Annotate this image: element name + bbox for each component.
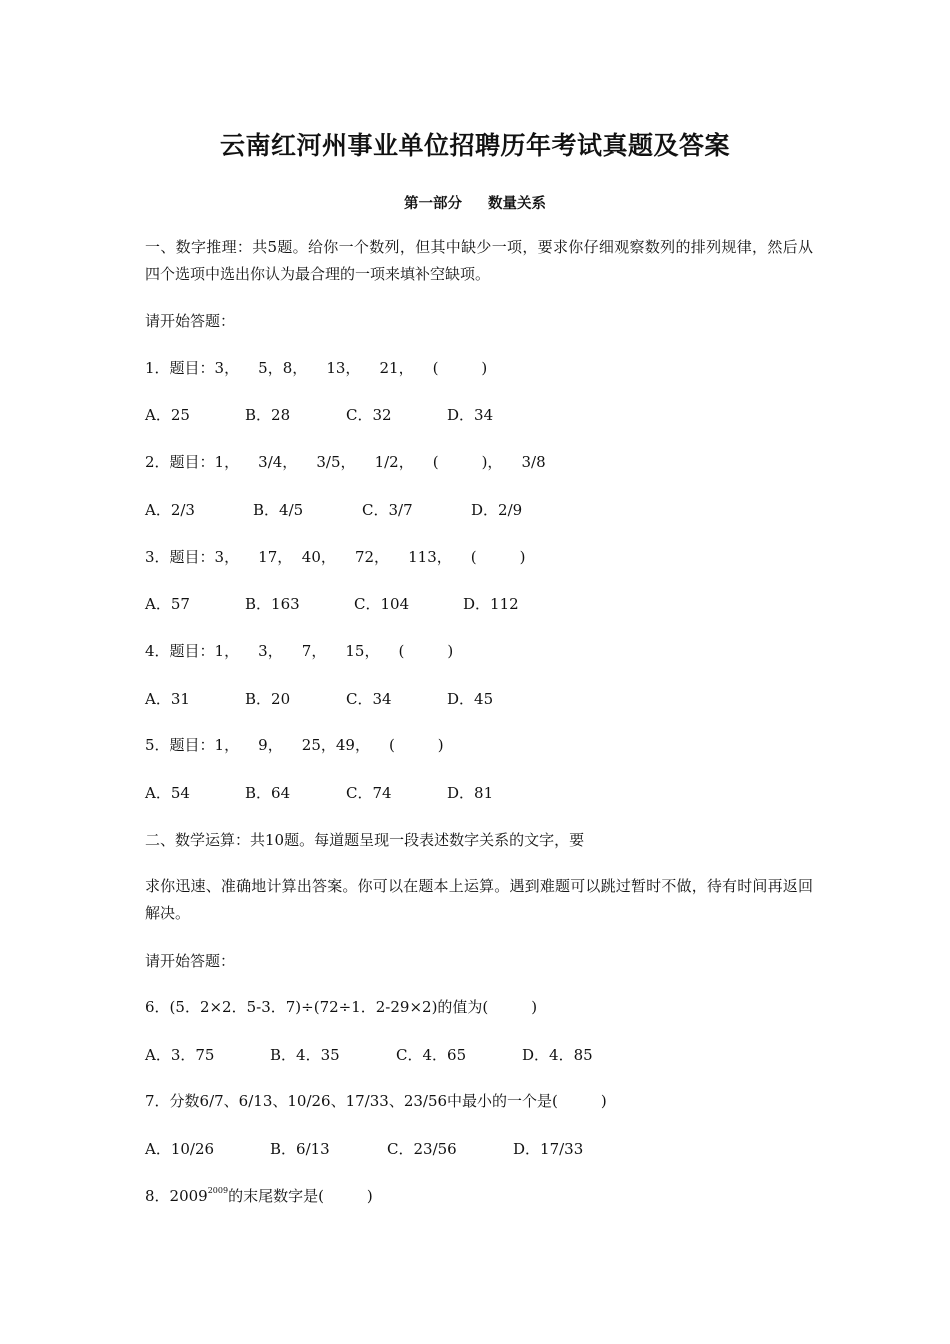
option-a: A．3．75 — [145, 1046, 215, 1064]
question-2-options — [145, 497, 815, 523]
option-b: B．4．35 — [270, 1046, 340, 1064]
question-8-suffix: 的末尾数字是( ) — [228, 1187, 373, 1205]
question-5-options — [145, 780, 815, 806]
option-a: A．54 — [145, 784, 190, 802]
option-b: B．20 — [245, 690, 291, 708]
option-c: C．3/7 — [362, 501, 413, 519]
option-c: C．4．65 — [396, 1046, 467, 1064]
question-2-stem: 2．题目：1， 3/4， 3/5， 1/2， ( )， 3/8 — [145, 453, 546, 471]
question-3-options — [145, 591, 815, 617]
section2-start: 请开始答题： — [145, 952, 236, 970]
question-6-options — [145, 1042, 815, 1068]
question-1-options — [145, 402, 815, 428]
question-8-prefix: 8．2009 — [145, 1187, 208, 1205]
section1-start: 请开始答题： — [145, 312, 236, 330]
question-6-stem: 6．(5．2×2．5-3．7)÷(72÷1．2-29×2)的值为( ) — [145, 998, 538, 1016]
option-c: C．23/56 — [387, 1140, 457, 1158]
question-8-stem — [145, 1183, 815, 1209]
section-heading — [0, 192, 950, 213]
option-a: A．31 — [145, 690, 190, 708]
section2-intro-line1: 二、数学运算：共10题。每道题呈现一段表述数字关系的文字，要 — [145, 831, 585, 849]
question-3-stem: 3．题目：3， 17， 40， 72， 113， ( ) — [145, 548, 526, 566]
section-part-name: 数量关系 — [488, 195, 546, 212]
option-a: A．2/3 — [145, 501, 195, 519]
option-b: B．6/13 — [270, 1140, 330, 1158]
section-part-label: 第一部分 — [404, 195, 462, 212]
option-c: C．32 — [346, 406, 392, 424]
option-d: D．2/9 — [471, 501, 523, 519]
option-a: A．57 — [145, 595, 190, 613]
section2-intro-line2: 求你迅速、准确地计算出答案。你可以在题本上运算。遇到难题可以跳过暂时不做，待有时间再返回解决。 — [145, 877, 813, 922]
option-b: B．28 — [245, 406, 291, 424]
question-5-stem: 5．题目：1， 9， 25，49， ( ) — [145, 736, 444, 754]
option-b: B．163 — [245, 595, 300, 613]
option-d: D．81 — [447, 784, 494, 802]
question-7-options — [145, 1136, 815, 1162]
option-d: D．17/33 — [513, 1140, 584, 1158]
option-d: D．4．85 — [522, 1046, 593, 1064]
option-d: D．45 — [447, 690, 494, 708]
option-b: B．64 — [245, 784, 291, 802]
option-d: D．112 — [463, 595, 519, 613]
question-7-stem: 7．分数6/7、6/13、10/26、17/33、23/56中最小的一个是( ) — [145, 1092, 607, 1110]
question-8-exponent: 2009 — [207, 1186, 229, 1195]
option-a: A．10/26 — [145, 1140, 215, 1158]
option-c: C．74 — [346, 784, 392, 802]
question-4-stem: 4．题目：1， 3， 7， 15， ( ) — [145, 642, 454, 660]
option-a: A．25 — [145, 406, 190, 424]
question-1-stem: 1．题目：3， 5，8， 13， 21， ( ) — [145, 359, 488, 377]
option-b: B．4/5 — [253, 501, 304, 519]
question-4-options — [145, 686, 815, 712]
option-c: C．34 — [346, 690, 392, 708]
document-title: 云南红河州事业单位招聘历年考试真题及答案 — [219, 131, 730, 160]
section1-intro: 一、数字推理：共5题。给你一个数列，但其中缺少一项，要求你仔细观察数列的排列规律，然后从四个选项中选出你认为最合理的一项来填补空缺项。 — [145, 238, 813, 283]
option-d: D．34 — [447, 406, 494, 424]
option-c: C．104 — [354, 595, 410, 613]
